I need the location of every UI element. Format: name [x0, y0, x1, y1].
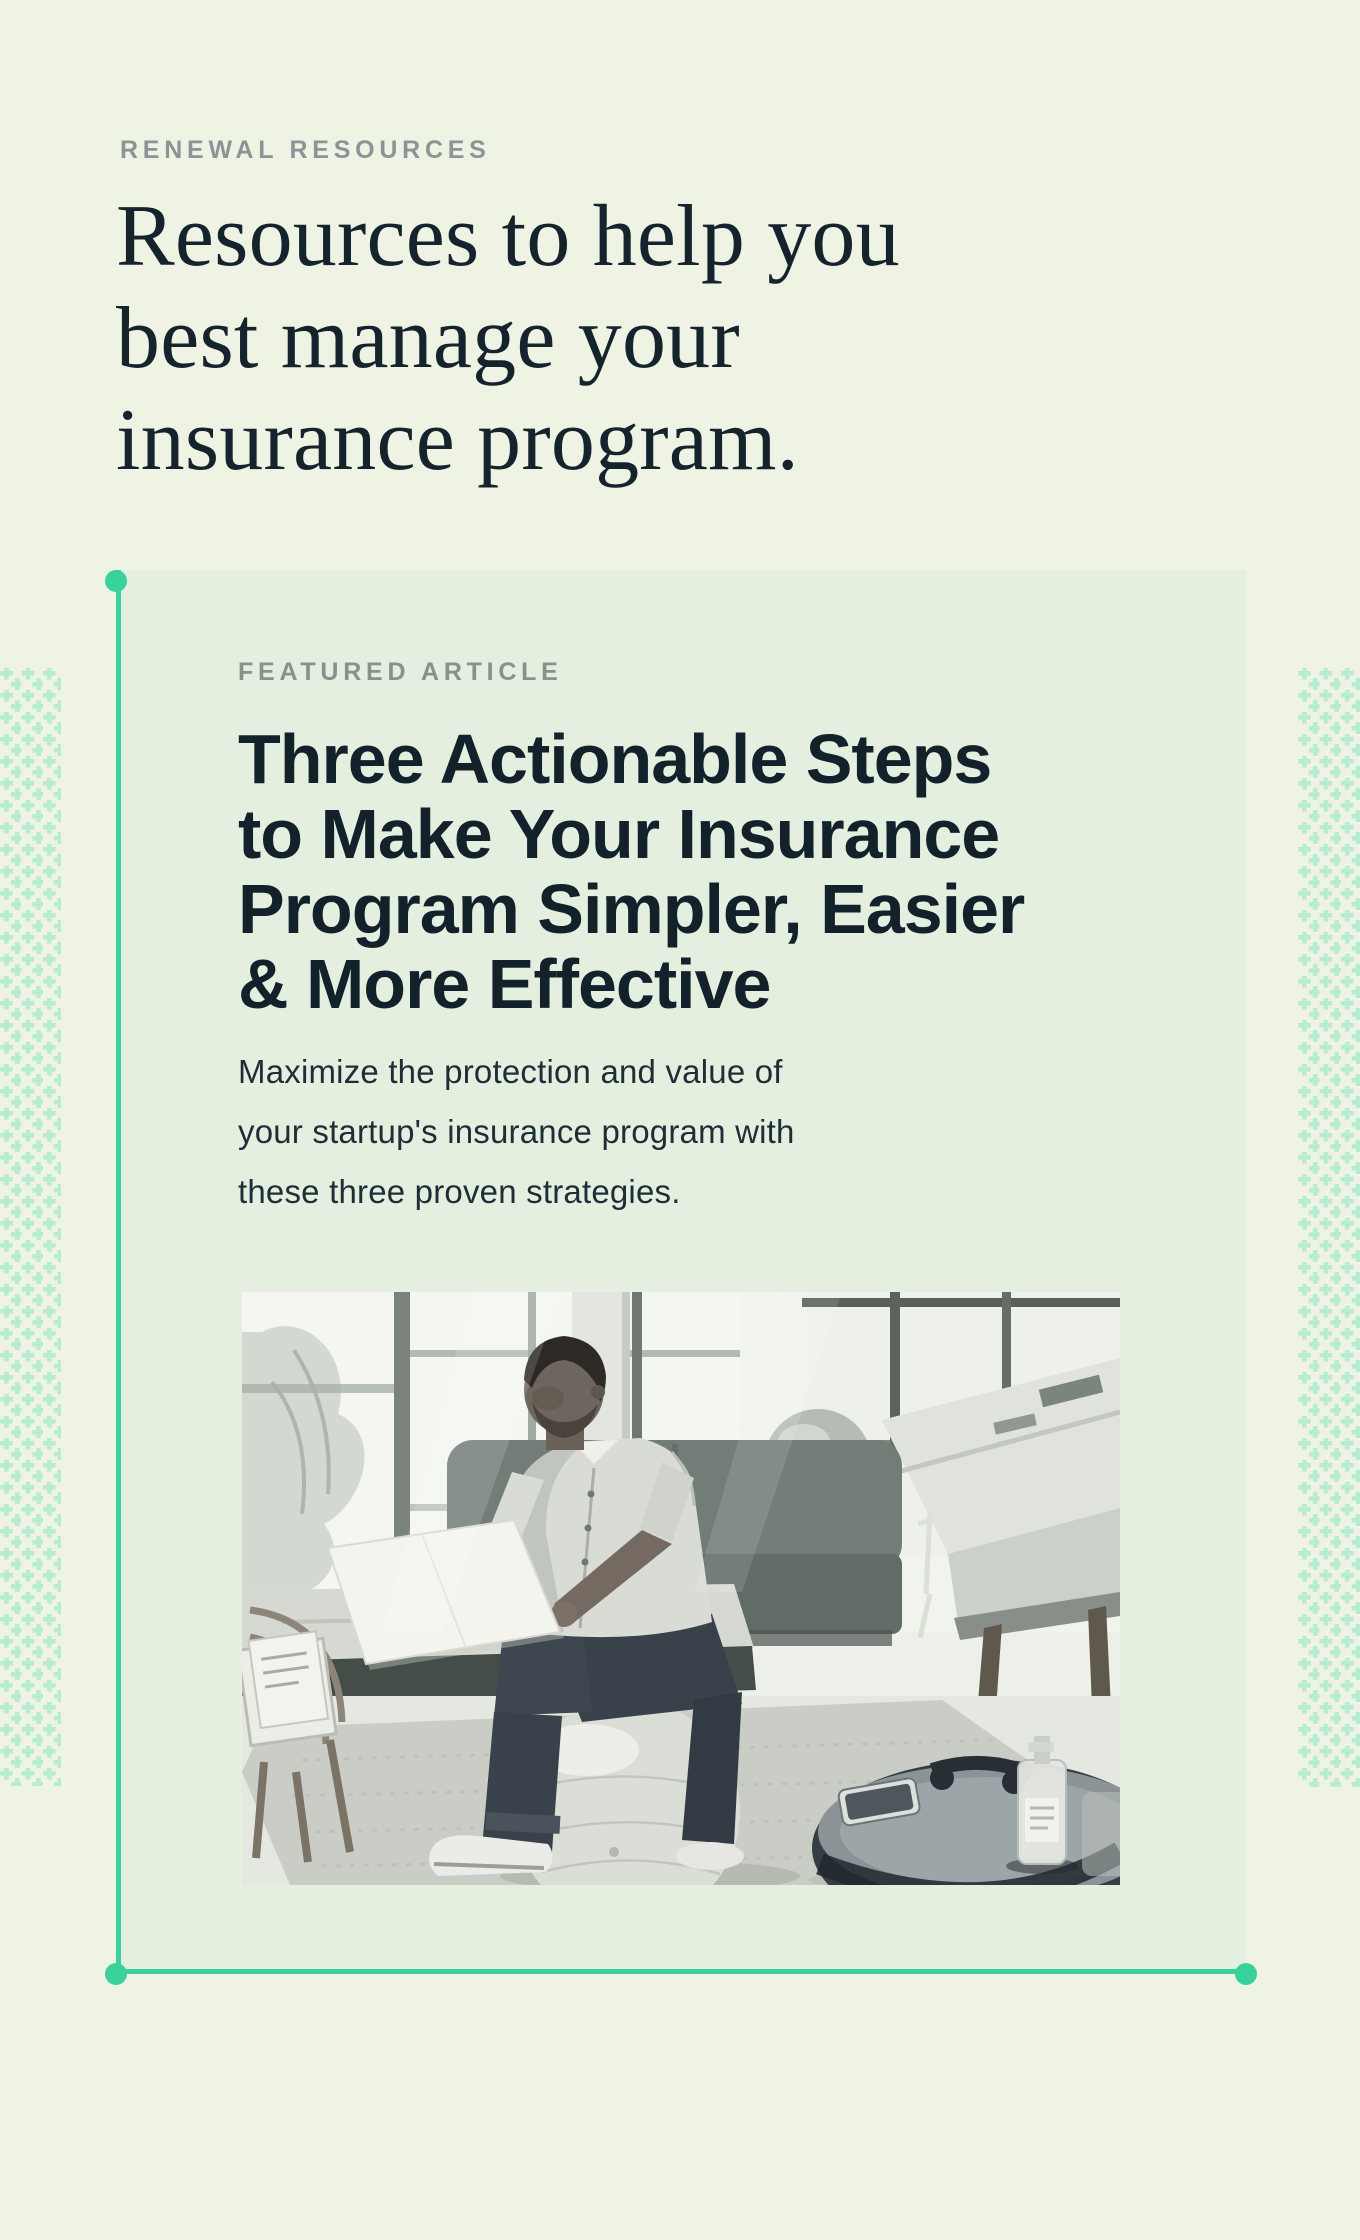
- page-eyebrow: RENEWAL RESOURCES: [120, 136, 491, 164]
- card-corner-dot-bottom-left: [105, 1963, 127, 1985]
- card-corner-dot-bottom-right: [1235, 1963, 1257, 1985]
- featured-article-description: [238, 1042, 795, 1222]
- right-dot-pattern-decoration: [1298, 668, 1360, 1787]
- featured-article-eyebrow: FEATURED ARTICLE: [238, 658, 563, 686]
- featured-article-photo: [242, 1292, 1120, 1885]
- featured-article-description-line: your startup's insurance program with: [238, 1113, 795, 1150]
- page-title: [116, 186, 900, 492]
- page-title-line: insurance program.: [116, 392, 799, 489]
- featured-article-title-line: to Make Your Insurance: [238, 795, 1000, 873]
- page-title-line: best manage your: [116, 290, 740, 387]
- featured-article-title[interactable]: [238, 722, 1024, 1022]
- card-corner-dot-top-left: [105, 570, 127, 592]
- featured-article-title-line: Program Simpler, Easier: [238, 870, 1025, 948]
- featured-article-description-line: these three proven strategies.: [238, 1173, 681, 1210]
- left-dot-pattern-decoration: [0, 668, 61, 1786]
- featured-article-title-line: & More Effective: [238, 945, 771, 1023]
- featured-article-description-line: Maximize the protection and value of: [238, 1053, 783, 1090]
- featured-article-title-line: Three Actionable Steps: [238, 720, 992, 798]
- page-title-line: Resources to help you: [116, 188, 900, 285]
